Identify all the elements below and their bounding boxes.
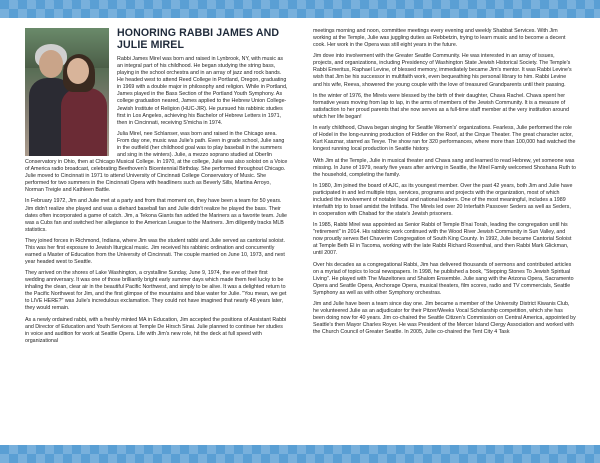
left-paragraph: In February 1972, Jim and Julie met at a party and from that moment on, they have been a team for 50 years. Jim didn't realize she played and was a diehard baseball fan and Julie didn't realize he played the bass. Their dates often incorporated a game of catch. Jim, a Tekona Giants fan added the Mariners as a favorite team. Julie was a Cubs fan and switched her allegiance to the American League to the Mariners. Jim diligently tracks MLB statistics. xyxy=(25,198,287,233)
right-paragraph: In early childhood, Chava began singing for Seattle Women's' organizations. Fearless, Julie performed the role of Hodel in the long-running production of Fiddler on the Roof, at the Cirque Theater. The great character actor, Kurt Kasznar, starred as Tevye. The show ran for 320 performances, where more than 100,000 had watched the longest running local production in Seattle history. xyxy=(313,125,576,153)
article-headline: HONORING RABBI JAMES AND JULIE MIREL xyxy=(117,27,280,51)
left-paragraph: Rabbi James Mirel was born and raised in Lynbrook, NY, with music as an integral part of his childhood. He began studying the string bass, playing in the school orchestra and in an array of jazz and rock bands. He headed west to attend Reed College in Portland, Oregon, graduating in 1969 with a double major in philosophy and religion. While in Portland, James played in the Bass Section of the Portland Youth Symphony. As college graduation neared, James applied to the Hebrew Union College-Jewish Institute of Religion (HUC-JIR). He pursued his rabbinic studies first in Los Angeles, achieving his Bachelor of Hebrew Letters in 1971, then in Cincinnati, receiving S'micha in 1974. xyxy=(117,56,288,126)
left-paragraph: Julia Mirel, nee Schlanser, was born and raised in the Chicago area. From day one, music was Julie's path. Even in grade school, Julie sang in the outfield (her childhood goal was to play baseball in the summers and sing in the winters). Julie, a mezzo soprano studied at Oberlin Conservatory in Ohio, then at Chicago Musical College. In 1970, at the college, Julie was also soloist on a Voice of America radio broadcast, celebrating Beethoven's Bicentennial Birthday. She performed throughout Chicago. Julie moved to Cincinnati in 1971 to attend University of Cincinnati College Conservatory of Music. She performed for two summers in the Cincinnati Opera with headliners such as Beverly Sills, Martina Arroyo, Norman Treigle and Kathleen Battle. xyxy=(25,130,288,194)
right-paragraph: Over his decades as a congregational Rabbi, Jim has delivered thousands of sermons and contributed articles on a myriad of topics to local newspapers. In 1998, he published a book, "Stepping Stones To Jewish Spiritual Living". He played with The Mazeltones and Shalom Ensemble. Julie sang with the Arizona Opera, Sacramento Opera and Seattle Opera, Anchorage Opera, musical theaters, film scores, radio and TV commercials, Seattle Symphony as well as with other Symphony orchestras. xyxy=(313,261,574,296)
right-column xyxy=(313,28,576,341)
portrait-photo xyxy=(25,28,109,156)
right-paragraph: In 1980, Jim joined the board of AJC, as its youngest member. Over the past 42 years, both Jim and Julie have participated in and led multiple trips, services, programs and projects with the organization, most of which included the involvement of notable local and national leaders. One of the most meaningful, includes a 1989 interfaith trip to Israel amidst the Intifada. The Mirels led over 20 Interfaith Passover Seders as well as Seders, in cooperation with Chabad for the state's Jewish prisoners. xyxy=(313,182,573,218)
right-paragraph: Jim and Julie have been a team since day one. Jim became a member of the University District Kiwanis Club, he volunteered Julie as an adjudicator for their Pitzer/Weeks Vocal Scholarship competition, which she has been doing now for 40 years. Jim co-chaired the Seattle Citizen's Commission on Central America, appointed by Seattle's then Mayor Charles Royer. He was President of the Mercer Island Clergy Association and worked with the Church Council of Greater Seattle. In 2005, Julie co-chaired the Tent City 4 Task xyxy=(313,301,576,336)
right-paragraph: In the winter of 1976, the Mirels were blessed by the birth of their daughter, Chava Rachel. Chava spent her formative years moving from lap to lap, in the arms of members of the Jewish Community. It is a measure of satisfaction to her proud parents that she now serves as a full-time staff member at the very institution around which her life began! xyxy=(313,92,570,120)
right-paragraph: Jim dove into involvement with the Greater Seattle Community. He was interested in an array of issues, projects, and organizations, including Presidency of Washington State Jewish Historical Society. The Temple's Rabbi Emeritus, Raphael Levine, of blessed memory, immediately became Jim's mentor. It was Rabbi Levine's wish that Jim be his successor in multifaith work, even bequeathing his personal library to him. Rabbi Levine and his wife, Reeva, showered the young couple with the love of treasured Grandparents until their passing. xyxy=(313,53,572,88)
right-paragraph: With Jim at the Temple, Julie in musical theater and Chava sang and learned to read Hebrew, yet someone was missing. In June of 1979, nearly five years after arriving in Seattle, the Mirel Family welcomed Shoshana Ruth to the household, completing the family. xyxy=(313,157,576,178)
right-paragraph: meetings morning and noon, committee meetings every evening and weekly Shabbat Services. With Jim working at the Temple, Julie was juggling duties as Rebbetzin, trying to learn music and to become a decent cook. Her work in the Opera was still eight years in the future. xyxy=(313,28,566,49)
left-column xyxy=(25,28,288,349)
bottom-decorative-border xyxy=(0,445,600,463)
left-paragraph: They arrived on the shores of Lake Washington, a crystalline Sunday, June 9, 1974, the eve of their first wedding anniversary. It was one of those brilliantly bright early summer days which made them feel lucky to be inhaling the clean, clear air in the beautiful Pacific Northwest, and simply to be alive. It was a delighted return to the Pacific Northwest for Jim, and the first glimpse of the mountains and blue water for Julie. "You mean, we get to LIVE HERE?" was Julie's incredulous exclamation. They could not have imagined that nearly 48 years later, they would remain. xyxy=(25,270,287,312)
right-paragraph: In 1985, Rabbi Mirel was appointed as Senior Rabbi of Temple B'nai Torah, leading the congregation until his "retirement" in 2014. His rabbinic work continued with the Wood River Jewish Community in Sun Valley, and now proudly serves Bet Chaverim Congregation of South King County. In 1992, Julie became Cantorial Soloist at Temple Beth El in Tacoma, working with the late Rabbi Richard Rosenthal, and then Rabbi Mark Glickman, until 2007. xyxy=(313,222,572,257)
left-paragraph: They joined forces in Richmond, Indiana, where Jim was the student rabbi and Julie served as cantorial soloist. This was her first exposure to Jewish liturgical music. Jim received his rabbinic ordination and concurrently earned a Master of Education from the University of Cincinnati. The couple married on June 10, 1973, and next year headed west to Seattle. xyxy=(25,237,285,266)
left-paragraph: As a newly ordained rabbi, with a freshly minted MA in Education, Jim accepted the positions of Assistant Rabbi and Director of Education and Youth Services at Temple De Hirsch Sinai. Julie planned to continue her studies in voice and audition for work at Seattle Opera. Life with Jim's new role, hit the deck at full speed with organizational xyxy=(25,316,287,344)
top-decorative-border xyxy=(0,0,600,18)
